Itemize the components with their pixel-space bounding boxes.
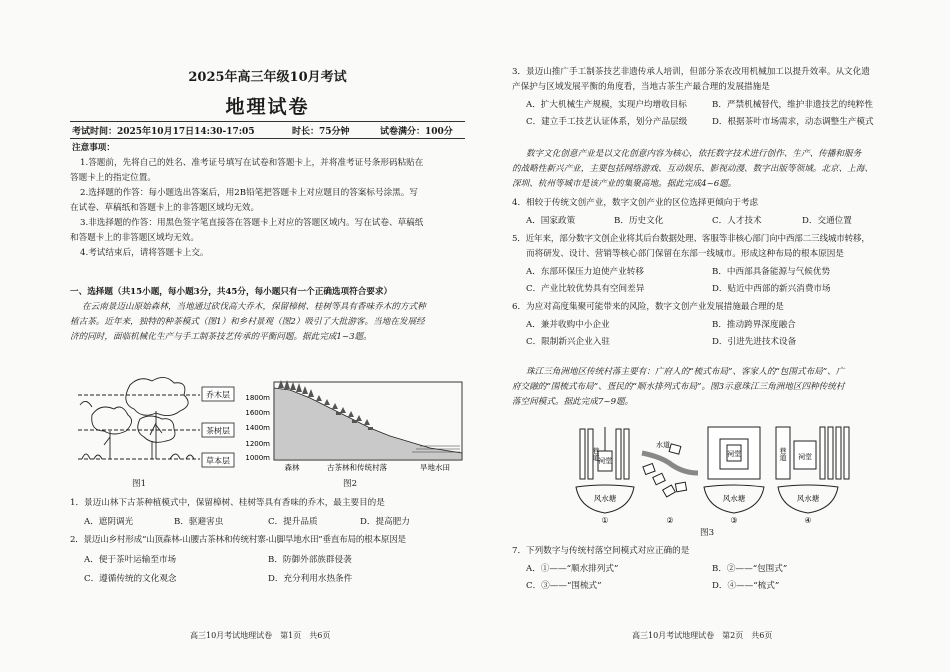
fig3-number-1: ① [601,516,609,525]
question-6-stem: 6．为应对高度集聚可能带来的风险，数字文创产业发展措施最合理的是 [512,302,784,312]
q2-option-b[interactable]: B．防御外部族群侵袭 [268,555,352,565]
q5-option-c[interactable]: C．产业比较优势具有空间差异 [526,284,645,294]
q5-option-d[interactable]: D．贴近中西部的新兴消费市场 [712,284,831,294]
question-1-stem: 1．景迈山林下古茶种植模式中，保留樟树、桂树等具有香味的乔木，最主要目的是 [70,498,385,508]
exam-title: 2025年高三年级10月考试 [188,70,347,85]
fig3-label-pond-4: 风水塘 [796,494,820,503]
passage2-line: 数字文化创意产业是以文化创意内容为核心，依托数字技术进行创作、生产、传播和服务 [526,149,862,159]
q3-option-a[interactable]: A．扩大机械生产规模，实现户均增收目标 [526,100,687,110]
passage3-line: 府交融的“围梳式布局”、疍民的“顺水排列式布局”。图3示意珠江三角洲地区四种传统村 [512,382,845,392]
fig2-x-label-farmland: 旱地水田 [420,463,450,472]
right-page [512,0,892,672]
q2-option-a[interactable]: A．便于茶叶运输至市场 [84,555,177,565]
q2-option-d[interactable]: D．充分利用水热条件 [268,574,353,584]
fig2-y-tick: 1400m [245,424,270,432]
figure-3-caption: 图3 [700,528,715,538]
fig3-number-2: ② [666,516,674,525]
left-footer: 高三10月考试地理试卷 第1页 共6页 [190,631,331,640]
question-5-stem-line: 而将研发、设计、营销等核心部门保留在东部一线城市。形成这种布局的根本原因是 [526,249,844,259]
passage2-line: 的战略性新兴产业，主要包括网络游戏、互动娱乐、影视动漫、数字出版等领域。北京、上海、 [512,164,873,174]
notice-line: 3.非选择题的作答：用黑色签字笔直接答在答题卡上对应的答题区域内。写在试卷、草稿纸 [80,218,424,228]
notice-line: 在试卷、草稿纸和答题卡上的非答题区域均无效。 [70,203,260,213]
figure-3-village-layouts [572,417,872,525]
q3-option-b[interactable]: B．严禁机械替代，维护非遗技艺的纯粹性 [712,100,874,110]
q1-option-d[interactable]: D．提高肥力 [360,517,410,527]
q2-option-c[interactable]: C．遵循传统的文化观念 [84,574,177,584]
fig3-label-hall-1: 祠堂 [598,457,612,465]
question-3-stem-line: 3．景迈山推广手工制茶技艺非遗传承人培训，但部分茶农改用机械加工以提升效率。从文化遗 [512,67,870,77]
fig3-label-pond-3: 风水塘 [722,494,746,503]
figure-2-caption: 图2 [343,479,358,489]
q7-option-a[interactable]: A．①——“顺水排列式” [526,564,619,574]
question-5-stem-line: 5．近年来，部分数字文创企业将其后台数据处理、客服等非核心部门向中西部二三线城市转移， [512,234,870,244]
q4-option-c[interactable]: C．人才技术 [712,216,762,226]
right-footer: 高三10月考试地理试卷 第2页 共6页 [632,631,773,640]
fig2-x-label-village: 古茶林和传统村落 [327,463,387,472]
notice-line: 答题卡上的指定位置。 [70,173,156,183]
header-rule-bottom [70,138,465,139]
figure-1-planting-layers [70,375,235,471]
fig3-number-3: ③ [730,516,738,525]
fig2-y-tick: 1000m [245,454,270,462]
fig3-label-alley-4: 巷道 [779,447,787,461]
q7-option-b[interactable]: B．②——“包围式” [712,564,788,574]
q6-option-d[interactable]: D．引进先进技术设备 [712,337,797,347]
notice-line: 1.答题前，先将自己的姓名、准考证号填写在试卷和答题卡上，并将准考证号条形码粘贴在 [80,158,424,168]
fig2-y-tick: 1800m [245,394,270,402]
full-score: 试卷满分：100分 [380,127,453,137]
q1-option-c[interactable]: C．提升品质 [268,517,318,527]
question-3-stem-line: 产保护与区域发展平衡的角度看，当地古茶生产最合理的发展措施是 [512,82,770,92]
q1-option-a[interactable]: A．遮阴调光 [84,517,134,527]
fig3-number-4: ④ [804,516,812,525]
exam-time: 考试时间：2025年10月17日14:30-17:05 [72,127,255,137]
notice-line: 和答题卡上的非答题区域均无效。 [70,233,199,243]
passage-line: 在云南景迈山原始森林，当地通过砍伐高大乔木，保留樟树、桂树等具有香味乔木的方式种 [82,302,426,312]
fig1-label-tree-layer: 乔木层 [206,390,230,400]
passage2-line: 深圳、杭州等城市是该产业的集聚高地。据此完成4~6题。 [512,179,737,189]
passage-line: 植古茶。近年来，独特的种茶模式（图1）和乡村景观（图2）吸引了大批游客。当地在发展经 [70,317,425,327]
fig2-x-label-forest: 森林 [284,463,300,472]
passage-line: 济的同时，面临机械化生产与手工制茶技艺传承的平衡问题。据此完成1~3题。 [70,332,372,342]
q6-option-c[interactable]: C．限制新兴企业入驻 [526,337,610,347]
figure-2-vertical-landscape [240,378,465,474]
q7-option-d[interactable]: D．④——“梳式” [712,581,780,591]
figure-1-caption: 图1 [132,479,147,489]
section-heading: 一、选择题（共15小题，每小题3分，共45分，每小题只有一个正确选项符合要求） [70,287,393,297]
fig3-label-water: 水道 [656,441,670,449]
q3-option-d[interactable]: D．根据茶叶市场需求，动态调整生产模式 [712,117,874,127]
fig3-label-hall-4: 祠堂 [798,453,812,461]
q1-option-b[interactable]: B．驱避害虫 [174,517,224,527]
fig1-label-tea-layer: 茶树层 [206,426,230,436]
notice-heading: 注意事项： [72,143,115,153]
passage3-line: 落空间模式。据此完成7~9题。 [512,397,634,407]
question-2-stem: 2．景迈山乡村形成“山顶森林-山腰古茶林和传统村寨-山脚旱地水田”垂直布局的根本原因是 [70,535,406,545]
fig2-y-tick: 1200m [245,440,270,448]
q6-option-a[interactable]: A．兼并收购中小企业 [526,320,610,330]
q5-option-b[interactable]: B．中西部具备能源与气候优势 [712,267,831,277]
subject-title: 地理试卷 [225,96,310,118]
fig3-label-hall-3: 祠堂 [727,450,741,458]
fig3-label-pond-1: 风水塘 [593,494,617,503]
q4-option-b[interactable]: B．历史文化 [614,216,664,226]
fig2-y-tick: 1600m [245,409,270,417]
q6-option-b[interactable]: B．推动跨界深度融合 [712,320,796,330]
fig3-label-alley: 巷道 [592,447,600,461]
q4-option-d[interactable]: D．交通位置 [802,216,852,226]
q4-option-a[interactable]: A．国家政策 [526,216,576,226]
passage3-line: 珠江三角洲地区传统村落主要有：广府人的“梳式布局”、客家人的“包围式布局”、广 [526,367,845,377]
question-7-stem: 7．下列数字与传统村落空间模式对应正确的是 [512,546,690,556]
notice-line: 2.选择题的作答：每小题选出答案后，用2B铅笔把答题卡上对应题目的答案标号涂黑。写 [80,188,418,198]
q7-option-c[interactable]: C．③——“围梳式” [526,581,602,591]
notice-line: 4.考试结束后，请将答题卡上交。 [80,248,209,258]
left-page [70,0,465,672]
q5-option-a[interactable]: A．东部环保压力迫使产业转移 [526,267,644,277]
question-4-stem: 4．相较于传统文创产业，数字文创产业的区位选择更倾向于考虑 [512,198,759,208]
exam-duration: 时长：75分钟 [292,127,350,137]
fig1-label-herb-layer: 草本层 [206,456,230,466]
q3-option-c[interactable]: C．建立手工技艺认证体系，划分产品层级 [526,117,688,127]
header-rule-top [70,121,465,122]
